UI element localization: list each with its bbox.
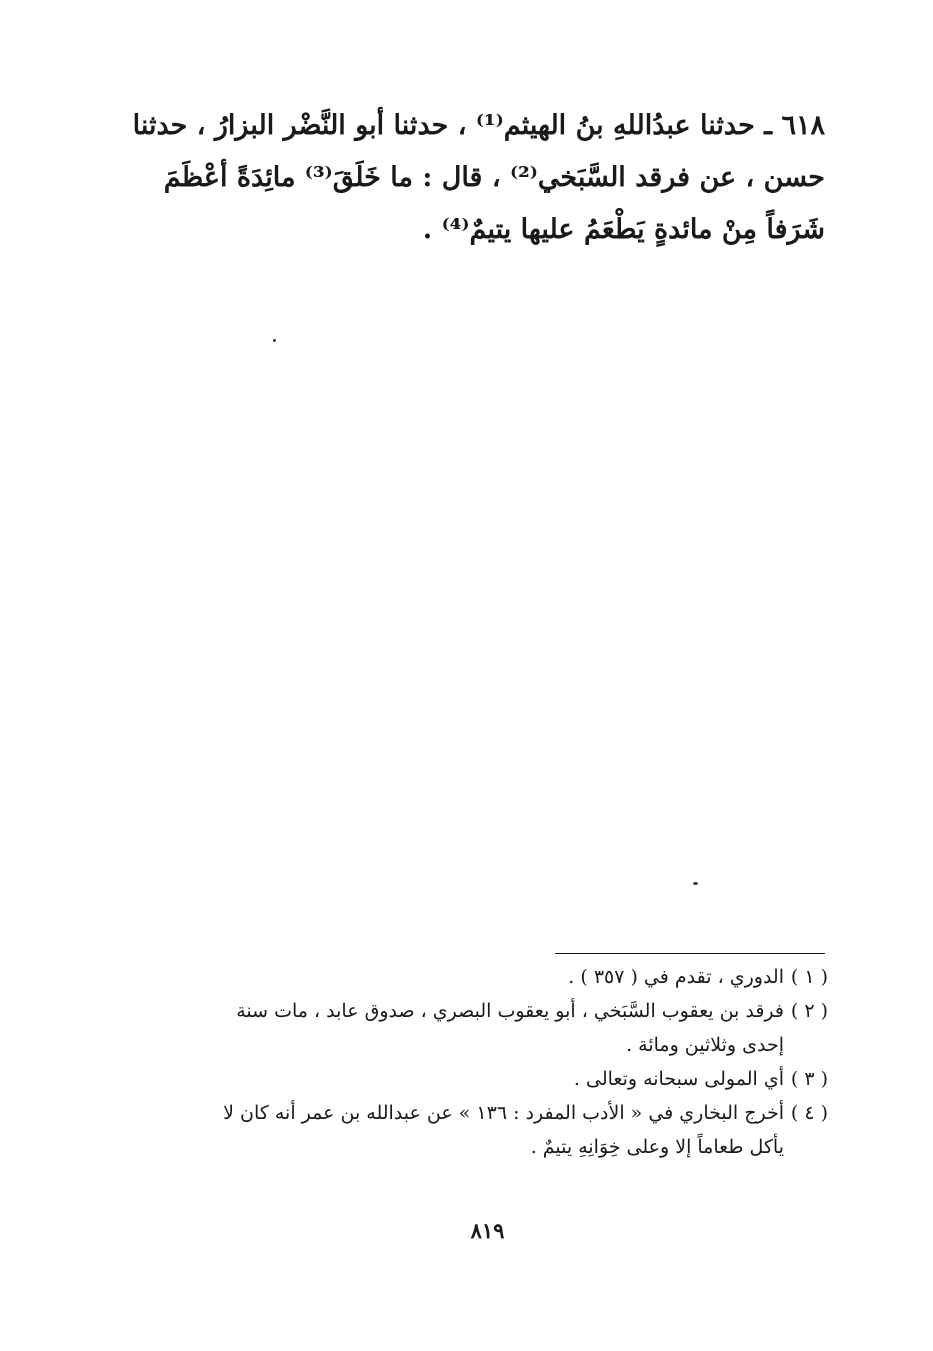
footnote-number: ( ٢ ) <box>790 1000 828 1022</box>
footnote-body <box>138 1062 784 1096</box>
footnote-body <box>138 1096 784 1164</box>
hadith-line: شَرَفاً مِنْ مائدةٍ يَطْعَمُ عليها يتيمٌ⁽⁴⁾ . <box>422 214 825 245</box>
footnote-body <box>138 960 784 994</box>
footnote-4 <box>138 1096 828 1164</box>
page-number: ٨١٩ <box>470 1218 505 1243</box>
footnote-number: ( ٤ ) <box>790 1102 828 1124</box>
hadith-line: ٦١٨ ـ حدثنا عبدُاللهِ بنُ الهيثم⁽¹⁾ ، حدثنا أبو النَّضْر البزارُ ، حدثنا <box>132 110 825 141</box>
footnote-body <box>138 994 784 1062</box>
footnote-separator <box>555 953 825 954</box>
hadith-text <box>132 100 825 256</box>
footnote-1 <box>138 960 828 994</box>
footnote-3 <box>138 1062 828 1096</box>
footnote-number: ( ٣ ) <box>790 1068 828 1090</box>
footnotes <box>138 960 828 1164</box>
scan-speck <box>693 882 698 885</box>
footnote-line: أخرج البخاري في « الأدب المفرد : ١٣٦ » عن عبدالله بن عمر أنه كان لا <box>223 1102 784 1124</box>
footnote-line: فرقد بن يعقوب السَّبَخي ، أبو يعقوب البصري ، صدوق عابد ، مات سنة <box>236 1000 784 1022</box>
footnote-number: ( ١ ) <box>790 966 828 988</box>
footnote-2 <box>138 994 828 1062</box>
hadith-line: حسن ، عن فرقد السَّبَخي⁽²⁾ ، قال : ما خَلَقَ⁽³⁾ مائِدَةً أعْظَمَ <box>163 162 825 193</box>
footnote-line: أي المولى سبحانه وتعالى . <box>573 1068 784 1090</box>
footnote-line: يأكل طعاماً إلا وعلى خِوَانِهِ يتيمٌ . <box>530 1136 784 1158</box>
scan-speck <box>273 339 276 342</box>
footnote-line: إحدى وثلاثين ومائة . <box>626 1034 784 1056</box>
footnote-line: الدوري ، تقدم في ( ٣٥٧ ) . <box>568 966 784 988</box>
